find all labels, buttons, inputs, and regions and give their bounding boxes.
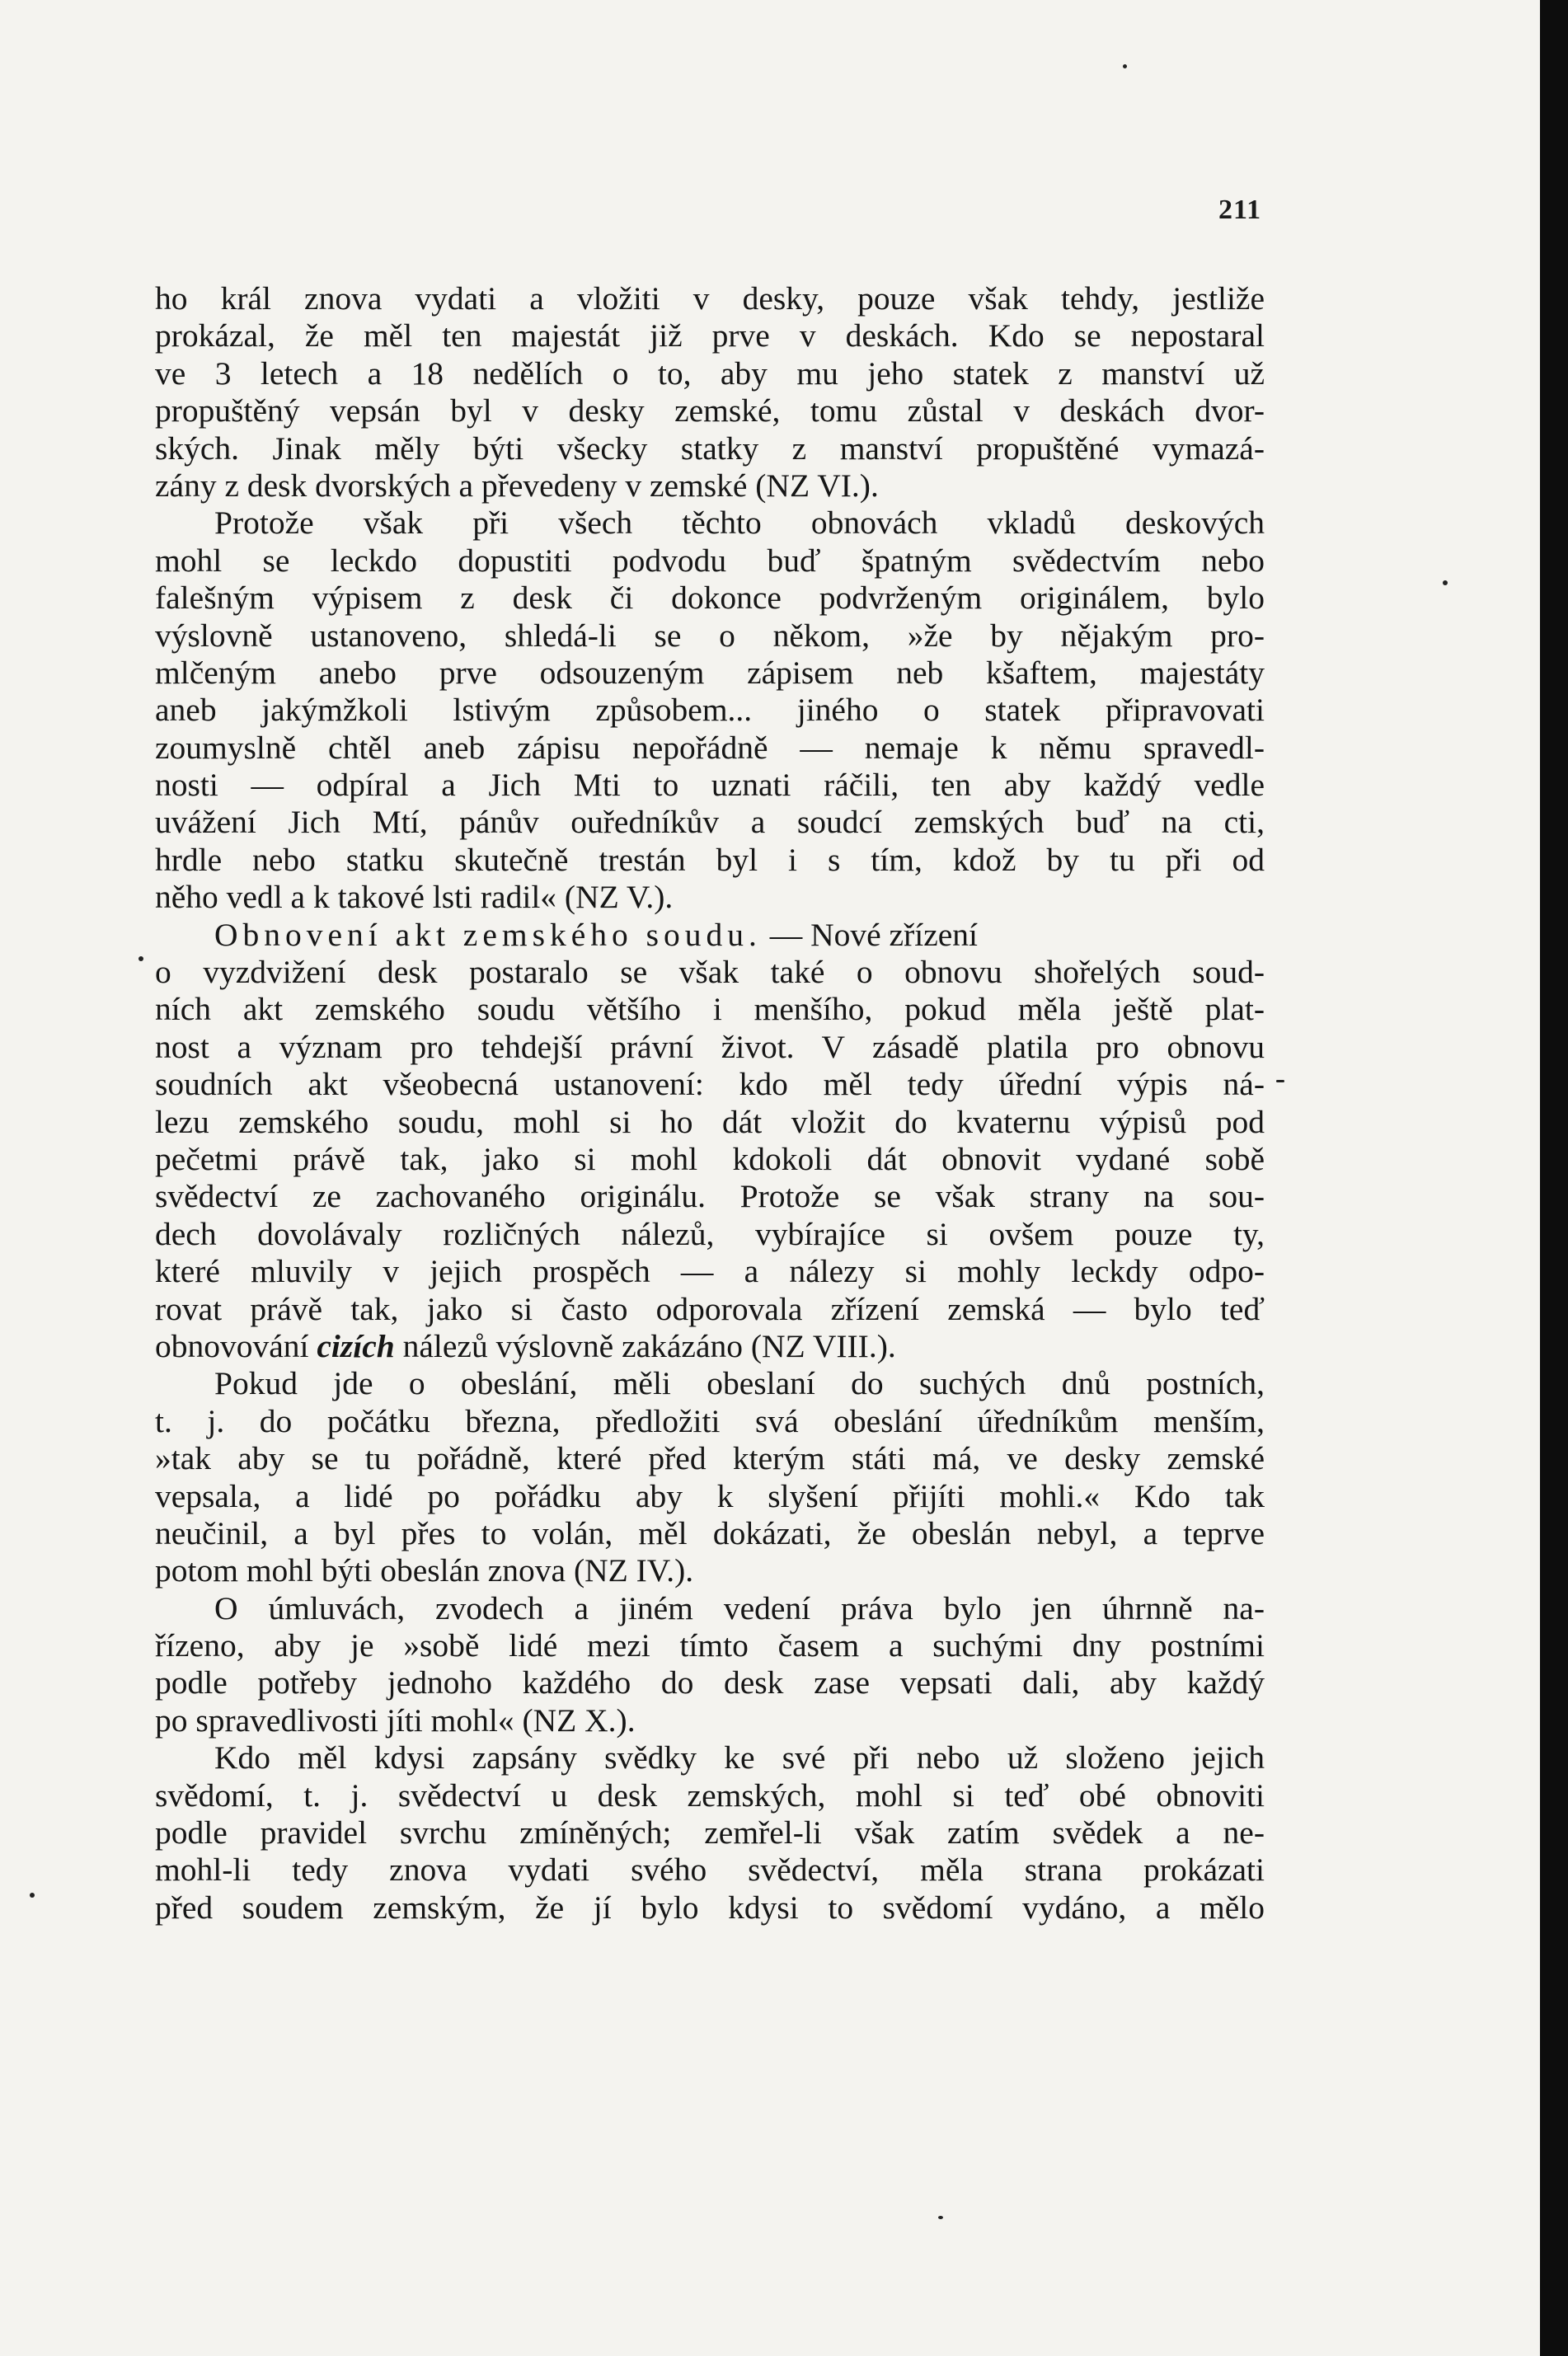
paragraph-1 — [155, 280, 1265, 505]
text-line — [155, 1328, 1265, 1365]
paragraph-4 — [155, 1365, 1265, 1589]
text-line: pečetmi právě tak, jako si mohl kdokoli dát obnovit vydané sobě — [155, 1140, 1265, 1177]
text-line: uvážení Jich Mtí, pánův ouředníkův a soudcí zemských buď na cti, — [155, 804, 1265, 841]
text-line: Kdo měl kdysi zapsány svědky ke své při nebo už složeno jejich — [214, 1739, 1265, 1776]
scan-speck — [1443, 580, 1448, 585]
text-line: mohl-li tedy znova vydati svého svědectví, měla strana prokázati — [155, 1851, 1265, 1889]
paragraph-2 — [155, 505, 1265, 916]
scan-speck — [30, 1893, 35, 1898]
scan-speck — [938, 2216, 943, 2219]
text-line-end: nálezů výslovně zakázáno (NZ VIII.). — [394, 1327, 896, 1364]
text-line: vepsala, a lidé po pořádku aby k slyšení přijíti mohli.« Kdo tak — [155, 1477, 1265, 1514]
text-line: ských. Jinak měly býti všecky statky z manství propuštěné vymazá- — [155, 429, 1265, 467]
text-line: hrdle nebo statku skutečně trestán byl i s tím, kdož by tu při od — [155, 841, 1265, 878]
text-line: před soudem zemským, že jí bylo kdysi to svědomí vydáno, a mělo — [155, 1889, 1265, 1926]
text-line: lezu zemského soudu, mohl si ho dát vložit do kvaternu výpisů pod — [155, 1103, 1265, 1140]
paragraph-6 — [155, 1739, 1265, 1927]
scan-speck — [1276, 1080, 1284, 1082]
text-line: nosti — odpíral a Jich Mti to uznati ráčili, ten aby každý vedle — [155, 767, 1265, 804]
paragraph-3 — [155, 917, 1265, 1366]
scan-speck — [1123, 64, 1127, 68]
italic-word: cizích — [317, 1327, 395, 1364]
text-line: podle pravidel svrchu zmíněných; zemřel-li však zatím svědek a ne- — [155, 1814, 1265, 1851]
text-line: mlčeným anebo prve odsouzeným zápisem neb kšaftem, majestáty — [155, 654, 1265, 691]
paragraph-5 — [155, 1590, 1265, 1740]
text-line: falešným výpisem z desk či dokonce podvrženým originálem, bylo — [155, 580, 1265, 617]
text-line: podle potřeby jednoho každého do desk zase vepsati dali, aby každý — [155, 1664, 1265, 1701]
text-line-start: obnovování — [155, 1327, 317, 1364]
text-line: po spravedlivosti jíti mohl« (NZ X.). — [155, 1701, 636, 1739]
text-line: výslovně ustanoveno, shledá-li se o někom, »že by nějakým pro- — [155, 617, 1265, 654]
text-line: neučinil, a byl přes to volán, měl dokázati, že obeslán nebyl, a teprve — [155, 1514, 1265, 1551]
text-line: propuštěný vepsán byl v desky zemské, tomu zůstal v deskách dvor- — [155, 392, 1265, 429]
body-text — [155, 280, 1265, 1927]
text-line: něho vedl a k takové lsti radil« (NZ V.). — [155, 879, 674, 916]
text-line: t. j. do počátku března, předložiti svá obeslání úředníkům menším, — [155, 1402, 1265, 1439]
text-line: které mluvily v jejich prospěch — a nálezy si mohly leckdy odpo- — [155, 1253, 1265, 1290]
page-number: 211 — [1218, 195, 1262, 225]
text-line: mohl se leckdo dopustiti podvodu buď špatným svědectvím nebo — [155, 542, 1265, 579]
text-line: aneb jakýmžkoli lstivým způsobem... jiného o statek připravovati — [155, 692, 1265, 729]
text-line: prokázal, že měl ten majestát již prve v deskách. Kdo se nepostaral — [155, 317, 1265, 354]
text-line: »tak aby se tu pořádně, které před kterým státi má, ve desky zemské — [155, 1440, 1265, 1477]
scan-speck — [138, 956, 143, 961]
text-line: ve 3 letech a 18 nedělích o to, aby mu jeho statek z manství už — [155, 354, 1265, 392]
text-line: potom mohl býti obeslán znova (NZ IV.). — [155, 1552, 694, 1589]
text-line: řízeno, aby je »sobě lidé mezi tímto časem a suchými dny postními — [155, 1627, 1265, 1664]
section-heading: Obnovení akt zemského soudu. — [214, 916, 762, 953]
text-line: ních akt zemského soudu většího i menšího, pokud měla ještě plat- — [155, 991, 1265, 1028]
text-line: o vyzdvižení desk postaralo se však také o obnovu shořelých soud- — [155, 954, 1265, 991]
text-line: rovat právě tak, jako si často odporovala zřízení zemská — bylo teď — [155, 1290, 1265, 1327]
text-line-rest: — Nové zřízení — [761, 916, 978, 953]
text-line: zoumyslně chtěl aneb zápisu nepořádně — nemaje k němu spravedl- — [155, 729, 1265, 766]
text-line: svědomí, t. j. svědectví u desk zemských, mohl si teď obé obnoviti — [155, 1776, 1265, 1814]
text-line: dech dovolávaly rozličných nálezů, vybírajíce si ovšem pouze ty, — [155, 1215, 1265, 1252]
text-line: zány z desk dvorských a převedeny v zemské (NZ VI.). — [155, 467, 879, 504]
text-line: soudních akt všeobecná ustanovení: kdo měl tedy úřední výpis ná- — [155, 1066, 1265, 1103]
text-line: svědectví ze zachovaného originálu. Protože se však strany na sou- — [155, 1178, 1265, 1215]
text-line — [155, 917, 1265, 954]
text-line: Pokud jde o obeslání, měli obeslaní do suchých dnů postních, — [214, 1365, 1265, 1402]
text-line: Protože však při všech těchto obnovách vkladů deskových — [214, 505, 1265, 542]
text-line: nost a význam pro tehdejší právní život. V zásadě platila pro obnovu — [155, 1028, 1265, 1065]
text-line: O úmluvách, zvodech a jiném vedení práva bylo jen úhrnně na- — [214, 1589, 1265, 1626]
text-line: ho král znova vydati a vložiti v desky, pouze však tehdy, jestliže — [155, 280, 1265, 317]
